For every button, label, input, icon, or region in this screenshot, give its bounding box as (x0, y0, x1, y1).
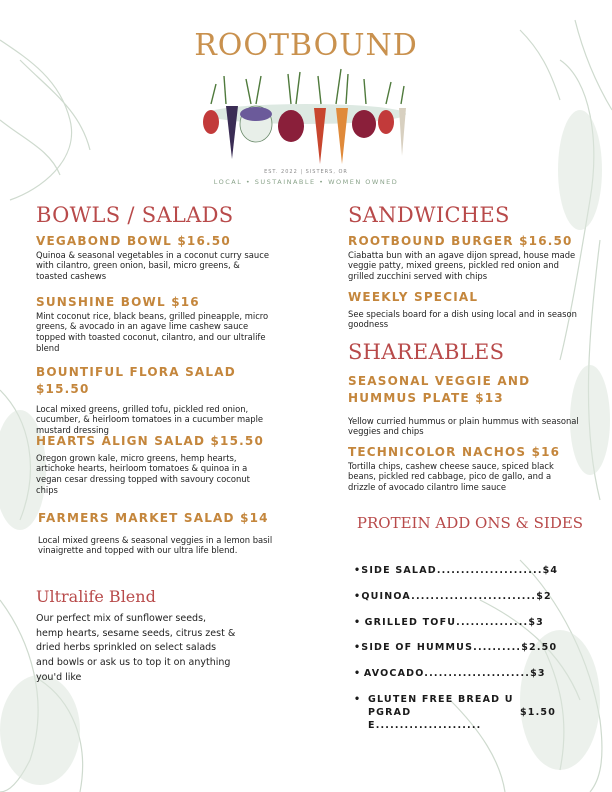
item-price: $3 (530, 668, 546, 680)
item-description: Local mixed greens, grilled tofu, pickled red onion, cucumber, & heirloom tomatoes in a cucumber maple mustard dressing (36, 403, 264, 435)
section-title-shareables: SHAREABLES (348, 340, 505, 364)
protein-sides-title: PROTEIN ADD ONS & SIDES (356, 514, 584, 532)
item-title: HEARTS ALIGN SALAD $15.50 (36, 434, 265, 448)
item-title: WEEKLY SPECIAL (348, 290, 479, 304)
item-name: SIDE OF HUMMUS.......... (361, 642, 522, 654)
item-description: Yellow curried hummus or plain hummus with seasonal veggies and chips (348, 415, 579, 437)
protein-sides-list (354, 565, 559, 733)
item-price: $3 (528, 616, 544, 628)
item-description: See specials board for a dish using local and in season goodness (348, 308, 577, 330)
brand-logo-wordmark: ROOTBOUND (194, 28, 418, 63)
item-description: Ciabatta bun with an agave dijon spread, house made veggie patty, mixed greens, pickled red onion and grilled zucchini served with chips (348, 249, 576, 281)
list-item (354, 591, 554, 604)
item-title: VEGABOND BOWL $16.50 (36, 234, 231, 248)
item-price: $1.50 (520, 707, 557, 719)
item-title: ROOTBOUND BURGER $16.50 (348, 234, 573, 248)
sandwiches-section (348, 203, 580, 227)
ultralife-section (36, 587, 272, 686)
bullet-icon: • (354, 694, 362, 706)
item-price: $2.50 (521, 642, 558, 654)
established-label: EST. 2022 | SISTERS, OR (264, 169, 348, 175)
menu-item-rootbound-burger (348, 233, 580, 282)
item-description: Quinoa & seasonal vegetables in a coconut curry sauce with cilantro, green onion, basil, micro greens, & toasted cashews (36, 249, 269, 281)
item-title: BOUNTIFUL FLORA SALAD $15.50 (36, 365, 236, 396)
list-item (354, 694, 557, 731)
item-description: Mint coconut rice, black beans, grilled pineapple, micro greens, & avocado in an agave lime cashew sauce topped with toasted coconut, cilantro, and our ultralife blend (36, 310, 269, 353)
item-title: SUNSHINE BOWL $16 (36, 295, 200, 309)
menu-item-farmers-market (38, 510, 282, 556)
menu-item-sunshine (36, 294, 272, 353)
shareables-section (348, 340, 580, 364)
menu-item-vegabond (36, 233, 272, 282)
ultralife-title: Ultralife Blend (36, 587, 156, 606)
section-title-bowls: BOWLS / SALADS (36, 203, 234, 227)
item-title: FARMERS MARKET SALAD $14 (38, 511, 269, 525)
item-name: QUINOA.......................... (361, 590, 537, 602)
bullet-icon: • (354, 616, 362, 628)
menu-item-technicolor-nachos (348, 444, 580, 493)
list-item (354, 668, 554, 681)
section-title-sandwiches: SANDWICHES (348, 203, 510, 227)
bullet-icon: • (354, 565, 362, 576)
item-description: Tortilla chips, cashew cheese sauce, spiced black beans, pickled red cabbage, pico de gallo, and a drizzle of avocado cilantro lime sauce (348, 460, 554, 492)
menu-item-hummus-plate (348, 373, 580, 437)
ultralife-description: Our perfect mix of sunflower seeds, hemp hearts, sesame seeds, citrus zest & dried herbs sprinkled on select salads and bowls or ask us to top it on anything you'd like (36, 613, 236, 683)
list-item (354, 617, 554, 630)
list-item (354, 565, 559, 578)
item-name: GRILLED TOFU............... (364, 616, 529, 628)
bullet-icon: • (354, 642, 362, 654)
item-title: SEASONAL VEGGIE AND HUMMUS PLATE $13 (348, 374, 531, 405)
item-name: AVOCADO...................... (363, 668, 531, 680)
item-title: TECHNICOLOR NACHOS $16 (348, 445, 561, 459)
bullet-icon: • (354, 668, 362, 680)
item-name: SIDE SALAD...................... (361, 565, 543, 576)
bullet-icon: • (354, 590, 362, 602)
tagline: LOCAL • SUSTAINABLE • WOMEN OWNED (213, 178, 399, 186)
list-item (354, 642, 558, 655)
item-price: $2 (536, 590, 552, 602)
item-name: GLUTEN FREE BREAD UPGRADE...................... (368, 694, 514, 731)
menu-item-weekly-special (348, 289, 580, 330)
menu-item-hearts-align (36, 433, 272, 495)
vegetable-logo-illustration (196, 64, 416, 174)
item-description: Oregon grown kale, micro greens, hemp hearts, artichoke hearts, heirloom tomatoes & quinoa in a vegan cesar dressing topped with savoury coconut chips (36, 452, 250, 495)
bowls-salads-section (36, 203, 272, 227)
item-description: Local mixed greens & seasonal veggies in a lemon basil vinaigrette and topped with our ultra life blend. (38, 534, 273, 556)
menu-item-bountiful-flora (36, 364, 272, 435)
item-price: $4 (542, 565, 559, 576)
